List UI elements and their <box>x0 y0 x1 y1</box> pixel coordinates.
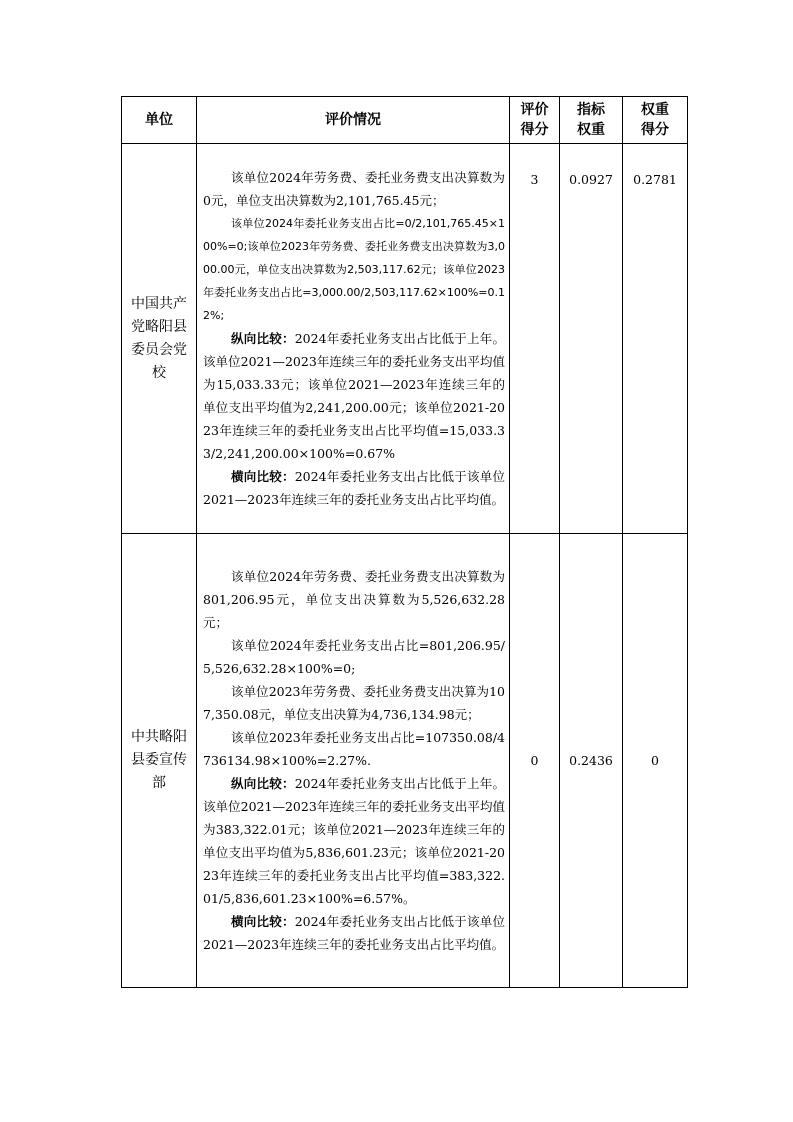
score-value: 0 <box>510 534 560 988</box>
table-row <box>122 534 688 988</box>
evaluation-table <box>121 96 688 988</box>
evaluation-text <box>197 144 510 534</box>
header-row <box>122 97 688 144</box>
paragraph: 该单位2024年委托业务支出占比=0/2,101,765.45×100%=0;该单位2023年劳务费、委托业务费支出决算数为3,000.00元，单位支出决算数为2,503,117.62元；该单位2023年委托业务支出占比=3,000.00/2,503,117.62×100%=0.12%; <box>203 217 505 322</box>
header-weight: 指标权重 <box>560 97 623 144</box>
horizontal-comparison-text: 2024年委托业务支出占比低于该单位2021—2023年连续三年的委托业务支出占比平均值。 <box>203 469 505 507</box>
table-row <box>122 144 688 534</box>
unit-name: 中共略阳县委宣传部 <box>122 534 197 988</box>
horizontal-comparison-label: 横向比较： <box>231 469 295 484</box>
header-weighted: 权重得分 <box>623 97 688 144</box>
paragraph: 该单位2024年委托业务支出占比=801,206.95/5,526,632.28×100%=0; <box>203 638 505 676</box>
vertical-comparison <box>203 327 505 465</box>
header-unit: 单位 <box>122 97 197 144</box>
weight-value: 0.2436 <box>560 534 623 988</box>
vertical-comparison-label: 纵向比较： <box>231 776 295 791</box>
unit-name: 中国共产党略阳县委员会党校 <box>122 144 197 534</box>
score-value: 3 <box>510 144 560 534</box>
evaluation-text <box>197 534 510 988</box>
vertical-comparison <box>203 772 505 910</box>
vertical-comparison-label: 纵向比较： <box>231 331 295 346</box>
paragraph: 该单位2023年委托业务支出占比=107350.08/4736134.98×100%=2.27%. <box>203 730 505 768</box>
paragraph: 该单位2023年劳务费、委托业务费支出决算为107,350.08元，单位支出决算为4,736,134.98元； <box>203 684 505 722</box>
horizontal-comparison <box>203 910 505 956</box>
header-evaluation: 评价情况 <box>197 97 510 144</box>
header-score: 评价得分 <box>510 97 560 144</box>
paragraph: 该单位2024年劳务费、委托业务费支出决算数为0元，单位支出决算数为2,101,765.45元； <box>203 170 505 208</box>
vertical-comparison-text: 2024年委托业务支出占比低于上年。该单位2021—2023年连续三年的委托业务支出平均值为383,322.01元；该单位2021—2023年连续三年的单位支出平均值为5,836,601.23元；该单位2021-2023年连续三年的委托业务支出占比平均值=383,322.01/5,836,601.23×100%=6.57%。 <box>203 776 505 906</box>
horizontal-comparison-label: 横向比较： <box>231 914 295 929</box>
horizontal-comparison <box>203 465 505 511</box>
weighted-value: 0.2781 <box>623 144 688 534</box>
weighted-value: 0 <box>623 534 688 988</box>
vertical-comparison-text: 2024年委托业务支出占比低于上年。该单位2021—2023年连续三年的委托业务支出平均值为15,033.33元；该单位2021—2023年连续三年的单位支出平均值为2,241,200.00元；该单位2021-2023年连续三年的委托业务支出占比平均值=15,033.33/2,241,200.00×100%=0.67% <box>203 331 505 461</box>
paragraph: 该单位2024年劳务费、委托业务费支出决算数为801,206.95元，单位支出决算数为5,526,632.28元； <box>203 569 505 630</box>
weight-value: 0.0927 <box>560 144 623 534</box>
horizontal-comparison-text: 2024年委托业务支出占比低于该单位2021—2023年连续三年的委托业务支出占比平均值。 <box>203 914 505 952</box>
